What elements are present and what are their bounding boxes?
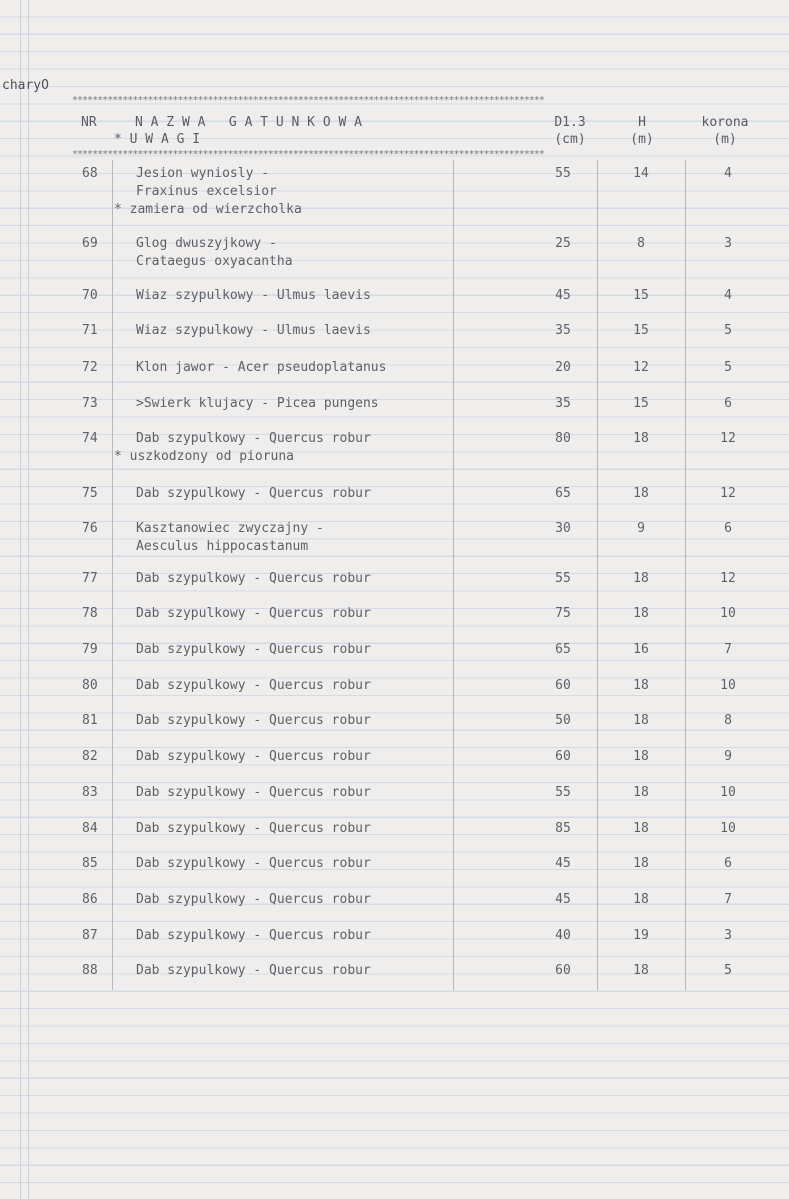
- crown-value: 12: [720, 571, 736, 586]
- diameter-value: 35: [555, 396, 571, 411]
- crown-value: 12: [720, 431, 736, 446]
- header-remarks: * U W A G I: [114, 132, 201, 147]
- species-latin-name: Crataegus oxyacantha: [136, 254, 293, 269]
- row-number: 78: [82, 606, 98, 621]
- row-number: 88: [82, 963, 98, 978]
- separator-top: **********************************************************************************************: [72, 96, 544, 106]
- remark-note: * zamiera od wierzcholka: [114, 202, 302, 217]
- diameter-value: 45: [555, 892, 571, 907]
- diameter-value: 85: [555, 821, 571, 836]
- crown-value: 6: [724, 856, 732, 871]
- crown-value: 4: [724, 166, 732, 181]
- separator-header: **********************************************************************************************: [72, 150, 544, 160]
- species-name: >Swierk klujacy - Picea pungens: [136, 396, 379, 411]
- diameter-value: 45: [555, 288, 571, 303]
- header-species-name: N A Z W A G A T U N K O W A: [135, 115, 362, 130]
- height-value: 18: [633, 963, 649, 978]
- height-value: 18: [633, 606, 649, 621]
- crown-value: 5: [724, 360, 732, 375]
- row-number: 69: [82, 236, 98, 251]
- margin-line: [28, 0, 29, 1199]
- header-height: H: [638, 115, 646, 130]
- height-value: 18: [633, 431, 649, 446]
- header-crown-unit: (m): [713, 132, 737, 147]
- row-number: 76: [82, 521, 98, 536]
- diameter-value: 75: [555, 606, 571, 621]
- species-name: Dab szypulkowy - Quercus robur: [136, 892, 371, 907]
- diameter-value: 30: [555, 521, 571, 536]
- header-nr: NR: [81, 115, 97, 130]
- row-number: 74: [82, 431, 98, 446]
- height-value: 18: [633, 486, 649, 501]
- column-rule-nr: [112, 160, 113, 990]
- crown-value: 10: [720, 678, 736, 693]
- species-name: Glog dwuszyjkowy -: [136, 236, 277, 251]
- height-value: 14: [633, 166, 649, 181]
- height-value: 18: [633, 821, 649, 836]
- species-name: Jesion wyniosly -: [136, 166, 270, 181]
- height-value: 16: [633, 642, 649, 657]
- header-height-unit: (m): [630, 132, 654, 147]
- diameter-value: 80: [555, 431, 571, 446]
- header-crown: korona: [701, 115, 749, 130]
- height-value: 18: [633, 785, 649, 800]
- height-value: 19: [633, 928, 649, 943]
- diameter-value: 25: [555, 236, 571, 251]
- species-name: Wiaz szypulkowy - Ulmus laevis: [136, 288, 371, 303]
- species-name: Dab szypulkowy - Quercus robur: [136, 431, 371, 446]
- margin-line: [20, 0, 21, 1199]
- diameter-value: 60: [555, 963, 571, 978]
- row-number: 68: [82, 166, 98, 181]
- crown-value: 6: [724, 396, 732, 411]
- crown-value: 8: [724, 713, 732, 728]
- column-rule-name: [453, 160, 454, 990]
- species-name: Dab szypulkowy - Quercus robur: [136, 571, 371, 586]
- crown-value: 12: [720, 486, 736, 501]
- species-name: Dab szypulkowy - Quercus robur: [136, 678, 371, 693]
- height-value: 18: [633, 571, 649, 586]
- row-number: 70: [82, 288, 98, 303]
- species-name: Dab szypulkowy - Quercus robur: [136, 821, 371, 836]
- crown-value: 3: [724, 928, 732, 943]
- height-value: 18: [633, 892, 649, 907]
- height-value: 18: [633, 713, 649, 728]
- crown-value: 5: [724, 963, 732, 978]
- diameter-value: 20: [555, 360, 571, 375]
- row-number: 71: [82, 323, 98, 338]
- row-number: 84: [82, 821, 98, 836]
- column-rule-crown: [685, 160, 686, 990]
- header-diameter: D1.3: [554, 115, 586, 130]
- crown-value: 6: [724, 521, 732, 536]
- row-number: 72: [82, 360, 98, 375]
- species-name: Klon jawor - Acer pseudoplatanus: [136, 360, 387, 375]
- diameter-value: 65: [555, 642, 571, 657]
- species-name: Dab szypulkowy - Quercus robur: [136, 749, 371, 764]
- crown-value: 5: [724, 323, 732, 338]
- diameter-value: 50: [555, 713, 571, 728]
- height-value: 8: [637, 236, 645, 251]
- crown-value: 7: [724, 642, 732, 657]
- height-value: 18: [633, 678, 649, 693]
- height-value: 18: [633, 749, 649, 764]
- row-number: 75: [82, 486, 98, 501]
- diameter-value: 60: [555, 678, 571, 693]
- column-rule-height: [597, 160, 598, 990]
- row-number: 86: [82, 892, 98, 907]
- row-number: 77: [82, 571, 98, 586]
- crown-value: 10: [720, 606, 736, 621]
- species-name: Dab szypulkowy - Quercus robur: [136, 486, 371, 501]
- species-name: Dab szypulkowy - Quercus robur: [136, 963, 371, 978]
- diameter-value: 55: [555, 571, 571, 586]
- species-name: Wiaz szypulkowy - Ulmus laevis: [136, 323, 371, 338]
- species-name: Kasztanowiec zwyczajny -: [136, 521, 324, 536]
- row-number: 81: [82, 713, 98, 728]
- height-value: 15: [633, 288, 649, 303]
- species-name: Dab szypulkowy - Quercus robur: [136, 928, 371, 943]
- diameter-value: 60: [555, 749, 571, 764]
- row-number: 73: [82, 396, 98, 411]
- row-number: 82: [82, 749, 98, 764]
- document-title: charyO: [2, 78, 49, 93]
- crown-value: 10: [720, 785, 736, 800]
- species-name: Dab szypulkowy - Quercus robur: [136, 785, 371, 800]
- crown-value: 7: [724, 892, 732, 907]
- crown-value: 4: [724, 288, 732, 303]
- species-latin-name: Fraxinus excelsior: [136, 184, 277, 199]
- height-value: 12: [633, 360, 649, 375]
- height-value: 18: [633, 856, 649, 871]
- crown-value: 3: [724, 236, 732, 251]
- crown-value: 9: [724, 749, 732, 764]
- row-number: 83: [82, 785, 98, 800]
- row-number: 87: [82, 928, 98, 943]
- row-number: 85: [82, 856, 98, 871]
- diameter-value: 55: [555, 166, 571, 181]
- header-diameter-unit: (cm): [554, 132, 586, 147]
- row-number: 79: [82, 642, 98, 657]
- diameter-value: 65: [555, 486, 571, 501]
- species-latin-name: Aesculus hippocastanum: [136, 539, 309, 554]
- species-name: Dab szypulkowy - Quercus robur: [136, 856, 371, 871]
- species-name: Dab szypulkowy - Quercus robur: [136, 642, 371, 657]
- height-value: 15: [633, 396, 649, 411]
- row-number: 80: [82, 678, 98, 693]
- species-name: Dab szypulkowy - Quercus robur: [136, 713, 371, 728]
- height-value: 9: [637, 521, 645, 536]
- height-value: 15: [633, 323, 649, 338]
- diameter-value: 45: [555, 856, 571, 871]
- species-name: Dab szypulkowy - Quercus robur: [136, 606, 371, 621]
- diameter-value: 55: [555, 785, 571, 800]
- diameter-value: 40: [555, 928, 571, 943]
- diameter-value: 35: [555, 323, 571, 338]
- remark-note: * uszkodzony od pioruna: [114, 449, 295, 464]
- crown-value: 10: [720, 821, 736, 836]
